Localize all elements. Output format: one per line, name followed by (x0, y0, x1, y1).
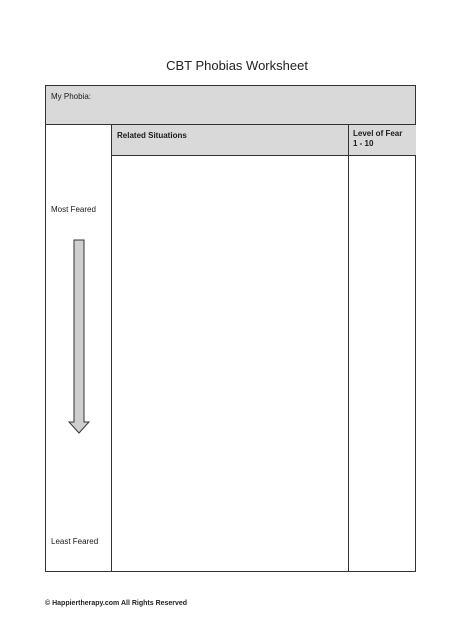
most-feared-label: Most Feared (51, 205, 96, 214)
arrow-down-icon (66, 239, 92, 435)
my-phobia-field[interactable] (45, 85, 416, 125)
level-of-fear-column[interactable] (348, 156, 416, 571)
least-feared-label: Least Feared (51, 537, 99, 546)
related-situations-header (112, 125, 348, 156)
level-of-fear-range: 1 - 10 (353, 139, 374, 148)
worksheet-title: CBT Phobias Worksheet (166, 58, 308, 73)
fear-scale-column (46, 125, 112, 571)
level-of-fear-label: Level of Fear (353, 129, 403, 138)
my-phobia-label: My Phobia: (51, 92, 92, 101)
copyright-footer: © Happiertherapy.com All Rights Reserved (45, 600, 188, 607)
related-situations-label: Related Situations (117, 131, 187, 140)
level-of-fear-header (348, 125, 416, 156)
phobia-table (45, 125, 416, 572)
